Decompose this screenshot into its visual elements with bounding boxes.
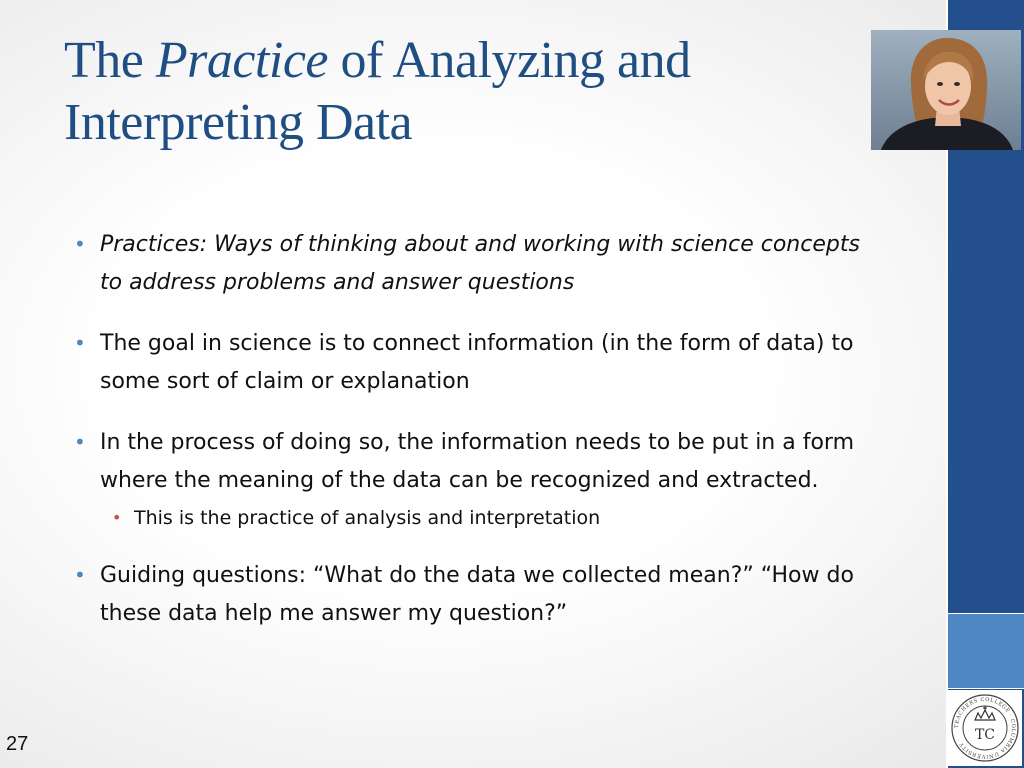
sub-bullet-list xyxy=(100,503,874,533)
speaker-photo xyxy=(871,30,1021,150)
bullet-item-goal xyxy=(74,325,874,400)
bullet-text: Practices: Ways of thinking about and working with science concepts to address problems and answer questions xyxy=(100,232,860,295)
page-number: 27 xyxy=(6,733,29,755)
slide-title xyxy=(64,30,844,154)
bullet-item-guiding-questions xyxy=(74,557,874,632)
bullet-list xyxy=(74,226,874,656)
bullet-item-process xyxy=(74,424,874,533)
title-prefix: The xyxy=(64,32,156,89)
teachers-college-seal xyxy=(948,690,1022,766)
side-bar-accent xyxy=(948,614,1024,688)
bullet-text: The goal in science is to connect information (in the form of data) to some sort of claim or explanation xyxy=(100,331,854,394)
bullet-item-practices xyxy=(74,226,874,301)
seal-monogram: TC xyxy=(974,727,996,743)
title-emphasis: Practice xyxy=(155,32,328,89)
bullet-text: In the process of doing so, the information needs to be put in a form where the meaning of the data can be recognized and extracted. xyxy=(100,430,855,493)
seal-ring-text: TEACHERS COLLEGE · COLUMBIA UNIVERSITY · xyxy=(953,696,1017,760)
bullet-text: Guiding questions: “What do the data we collected mean?” “How do these data help me answer my question?” xyxy=(100,563,854,626)
sub-bullet-item: • This is the practice of analysis and interpretation xyxy=(100,503,874,533)
title-suffix: of Analyzing and Interpreting Data xyxy=(64,32,691,151)
